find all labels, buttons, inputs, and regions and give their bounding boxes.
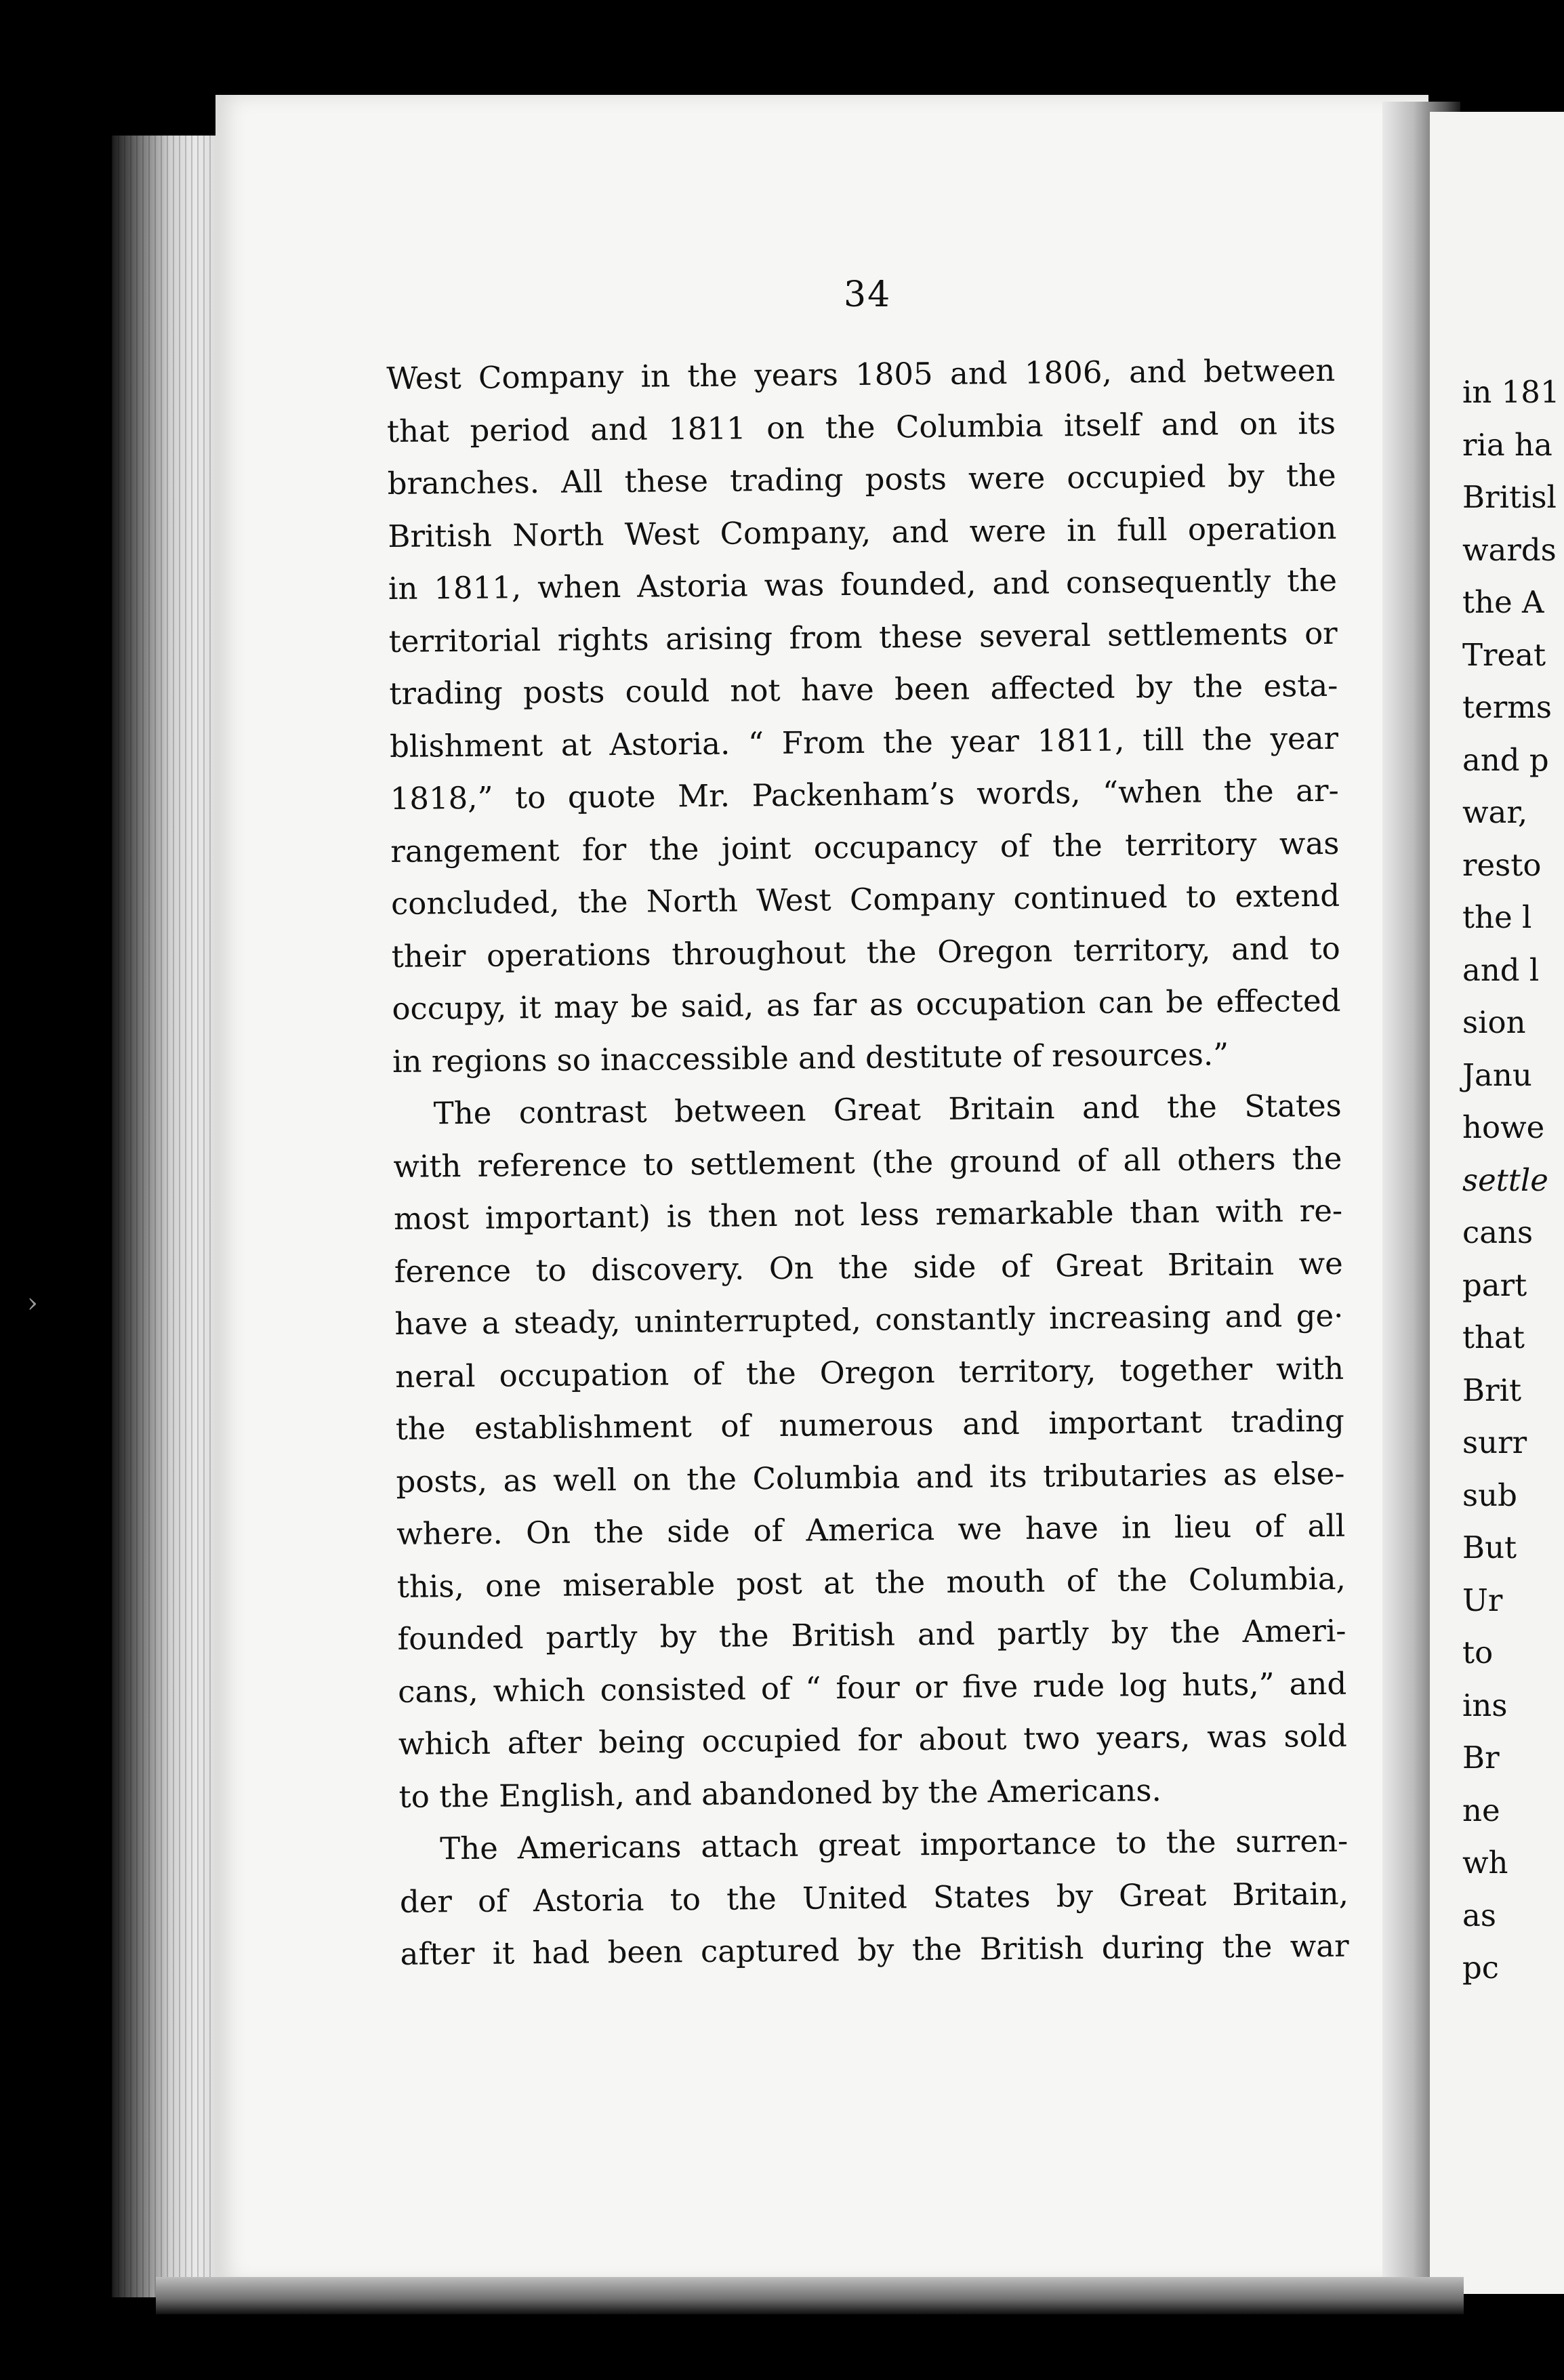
text-line: in 1811, when Astoria was founded, and consequently the — [388, 562, 1338, 607]
right-text-fragment: that — [1462, 1319, 1525, 1355]
right-text-fragment: cans — [1462, 1214, 1534, 1250]
text-line: which after being occupied for about two years, was sold — [398, 1717, 1348, 1762]
right-text-fragment: terms — [1462, 689, 1552, 725]
text-line: most important) is then not less remarkable than with re- — [393, 1192, 1343, 1237]
right-text-fragment: Ur — [1462, 1582, 1503, 1618]
right-text-fragment: howe — [1462, 1109, 1545, 1145]
text-line: branches. All these trading posts were occupied by the — [387, 457, 1336, 501]
right-text-fragment: surr — [1462, 1424, 1527, 1460]
text-line: that period and 1811 on the Columbia itself and on its — [386, 405, 1336, 449]
text-line: posts, as well on the Columbia and its tributaries as else- — [396, 1455, 1345, 1500]
text-line: the establishment of numerous and important trading — [395, 1402, 1345, 1447]
right-text-fragment: resto — [1462, 846, 1542, 883]
text-line: blishment at Astoria. “ From the year 1811, till the year — [389, 720, 1339, 764]
right-text-fragment: the l — [1462, 899, 1532, 935]
paragraph-start-line: The Americans attach great importance to the surren- — [440, 1822, 1349, 1867]
text-line: rangement for the joint occupancy of the territory was — [390, 825, 1340, 869]
text-line: 1818,” to quote Mr. Packenham’s words, “when the ar- — [390, 772, 1339, 817]
page-number: 34 — [844, 274, 892, 315]
text-line: concluded, the North West Company continued to extend — [390, 877, 1340, 922]
paragraph-start-line: The contrast between Great Britain and the States — [433, 1087, 1342, 1132]
text-line: West Company in the years 1805 and 1806, and between — [386, 352, 1336, 396]
page-bottom-edge — [156, 2277, 1464, 2314]
right-text-fragment: as — [1462, 1897, 1496, 1933]
right-text-fragment: ria ha — [1462, 426, 1552, 463]
right-text-fragment: pc — [1462, 1950, 1500, 1986]
right-text-fragment: sion — [1462, 1004, 1526, 1040]
text-line: founded partly by the British and partly by the Ameri- — [397, 1612, 1346, 1657]
text-line: after it had been captured by the British during the war — [400, 1927, 1349, 1972]
right-text-fragment: war, — [1462, 794, 1528, 830]
text-line: where. On the side of America we have in lieu of all — [396, 1507, 1346, 1552]
right-text-fragment: part — [1462, 1267, 1527, 1303]
right-text-fragment: and l — [1462, 951, 1540, 988]
text-line: in regions so inaccessible and destitute of resources.” — [392, 1035, 1229, 1080]
right-text-fragment: wards — [1462, 531, 1557, 568]
text-line: their operations throughout the Oregon territory, and to — [391, 930, 1340, 974]
right-text-fragment: and p — [1462, 741, 1549, 778]
right-text-fragment: But — [1462, 1530, 1517, 1565]
right-text-fragment: ne — [1462, 1792, 1500, 1828]
right-text-fragment: wh — [1462, 1845, 1508, 1881]
right-text-fragment: Britisl — [1462, 479, 1557, 515]
scan-speck: › — [27, 1288, 38, 1319]
right-text-fragment: in 181 — [1462, 374, 1560, 410]
text-line: British North West Company, and were in full operation — [388, 510, 1337, 554]
right-text-fragment: Treat — [1462, 636, 1546, 673]
text-line: neral occupation of the Oregon territory, together with — [394, 1350, 1344, 1395]
text-line: have a steady, uninterrupted, constantly increasing and ge· — [394, 1297, 1344, 1342]
text-line: occupy, it may be said, as far as occupation can be effected — [392, 982, 1341, 1027]
book-spine-edge — [112, 136, 217, 2297]
right-text-fragment: Brit — [1462, 1372, 1522, 1408]
right-text-fragment: settle — [1462, 1162, 1548, 1198]
text-line: ference to discovery. On the side of Great Britain we — [394, 1245, 1344, 1290]
body-text — [386, 344, 1349, 1981]
text-line: this, one miserable post at the mouth of the Columbia, — [396, 1560, 1346, 1605]
right-text-fragment: to — [1462, 1635, 1494, 1670]
text-line: cans, which consisted of “ four or five rude log huts,” and — [398, 1665, 1347, 1710]
right-text-fragment: sub — [1462, 1477, 1517, 1513]
text-line: with reference to settlement (the ground of all others the — [393, 1140, 1342, 1185]
text-line: to the English, and abandoned by the Americans. — [398, 1771, 1162, 1815]
right-text-fragment: Br — [1462, 1740, 1500, 1776]
text-line: territorial rights arising from these several settlements or — [388, 615, 1338, 659]
right-text-fragment: the A — [1462, 584, 1544, 620]
right-text-fragment: ins — [1462, 1687, 1508, 1723]
right-text-fragment: Janu — [1462, 1056, 1532, 1093]
right-page-text — [1462, 366, 1564, 1994]
text-line: der of Astoria to the United States by Great Britain, — [399, 1875, 1349, 1920]
text-line: trading posts could not have been affected by the esta- — [389, 667, 1338, 712]
